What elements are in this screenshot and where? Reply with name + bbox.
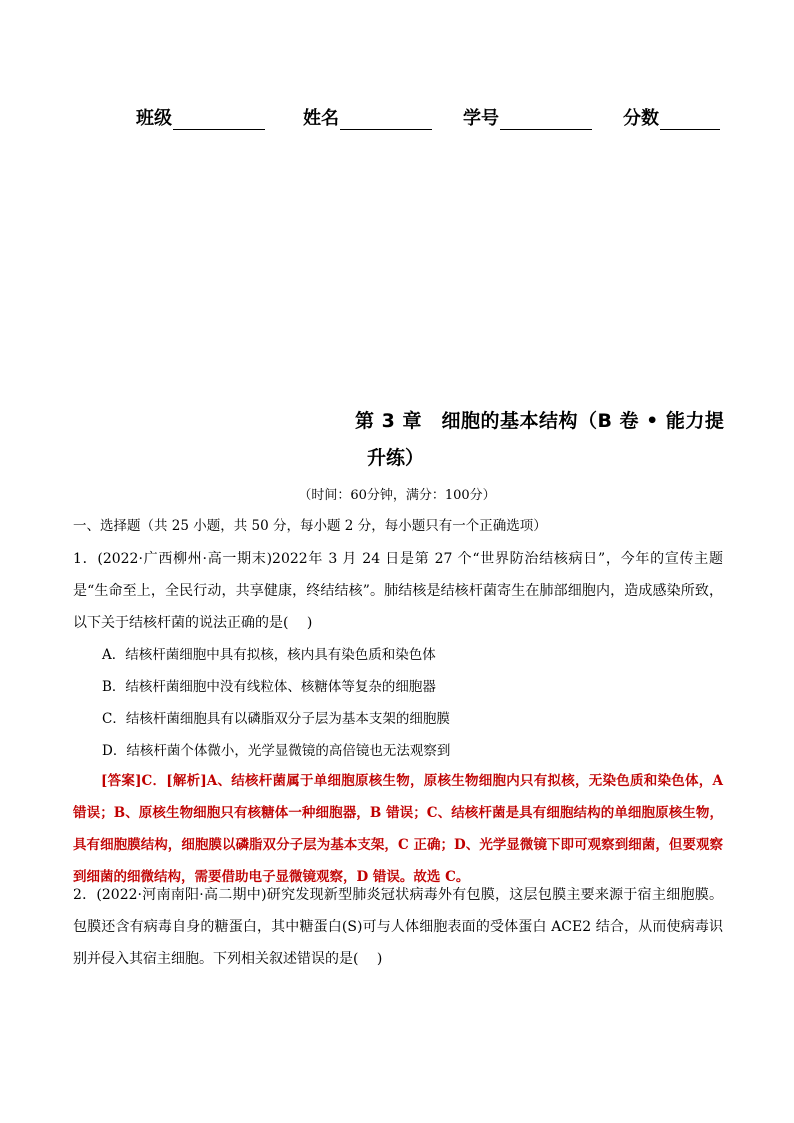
- class-blank[interactable]: [173, 109, 265, 130]
- name-label: 姓名: [303, 108, 339, 129]
- question-1-answer-text: [答案]C．[解析]A、结核杆菌属于单细胞原核生物，原核生物细胞内只有拟核，无染色质和染色体，A 错误；B、原核生物细胞只有核糖体一种细胞器，B 错误；C、结核杆菌是具有细胞结构的单细胞原核生物，具有细胞膜结构，细胞膜以磷脂双分子层为基本支架，C 正确；D、光学显微镜下即可观察到细菌，但要观察到细菌的细微结构，需要借助电子显微镜观察，D 错误。故选 C。: [73, 773, 723, 885]
- student-id-label: 学号: [463, 108, 499, 129]
- score-field[interactable]: [623, 104, 720, 130]
- page-title: 第 3 章 细胞的基本结构（B 卷 • 能力提: [355, 410, 725, 432]
- question-1-stem: 1．(2022·广西柳州·高一期末)2022年 3 月 24 日是第 27 个“世界防治结核病日”，今年的宣传主题是“生命至上，全民行动，共享健康，终结结核”。肺结核是结核杆菌寄生在肺部细胞内，造成感染所致，以下关于结核杆菌的说法正确的是( ): [73, 551, 723, 631]
- question-1-answer: [73, 765, 723, 893]
- question-1-option-a[interactable]: A．结核杆菌细胞中具有拟核，核内具有染色质和染色体: [102, 647, 436, 663]
- score-label: 分数: [623, 108, 659, 129]
- question-1-option-c[interactable]: C．结核杆菌细胞具有以磷脂双分子层为基本支架的细胞膜: [102, 711, 450, 727]
- question-1-option-d[interactable]: D．结核杆菌个体微小，光学显微镜的高倍镜也无法观察到: [102, 743, 451, 759]
- class-field[interactable]: [136, 104, 265, 130]
- question-1-option-b[interactable]: B．结核杆菌细胞中没有线粒体、核糖体等复杂的细胞器: [102, 679, 436, 695]
- class-label: 班级: [136, 108, 172, 129]
- question-2-stem: 2．(2022·河南南阳·高二期中)研究发现新型肺炎冠状病毒外有包膜，这层包膜主要来源于宿主细胞膜。包膜还含有病毒自身的糖蛋白，其中糖蛋白(S)可与人体细胞表面的受体蛋白 ACE2 结合，从而使病毒识别并侵入其宿主细胞。下列相关叙述错误的是( ): [73, 887, 723, 967]
- score-blank[interactable]: [660, 109, 720, 130]
- name-field[interactable]: [303, 104, 432, 130]
- page-title-continued: 升练）: [367, 447, 425, 469]
- name-blank[interactable]: [340, 109, 432, 130]
- student-info-header: [0, 104, 794, 130]
- section-heading: 一、选择题（共 25 小题，共 50 分，每小题 2 分，每小题只有一个正确选项）: [73, 518, 547, 534]
- student-id-field[interactable]: [463, 104, 592, 130]
- student-id-blank[interactable]: [500, 109, 592, 130]
- exam-meta: （时间：60分钟，满分：100分）: [298, 488, 496, 503]
